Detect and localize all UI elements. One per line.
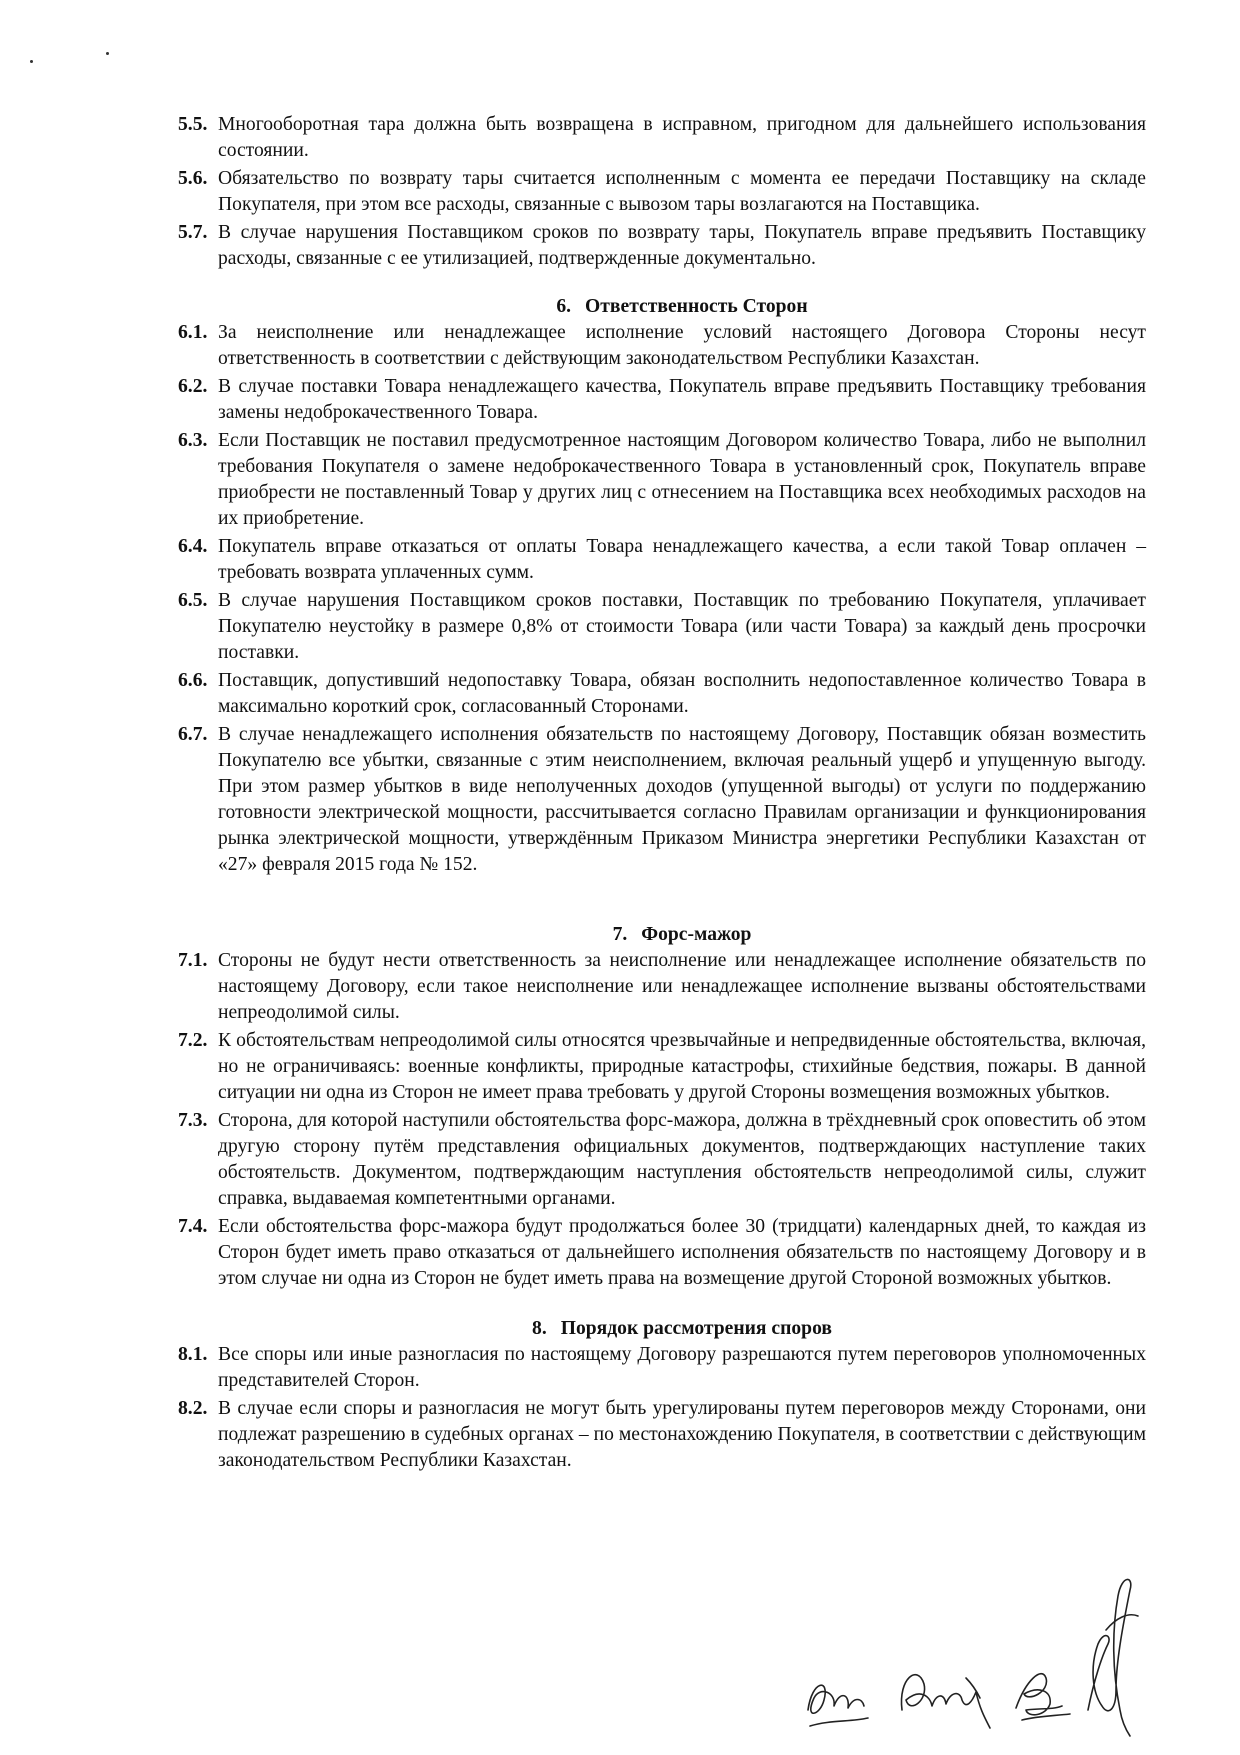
clause-number: 6.4.	[178, 536, 208, 557]
clause-number: 7.2.	[178, 1030, 208, 1051]
clause-number: 8.1.	[178, 1344, 208, 1365]
section-number: 8.	[532, 1318, 547, 1339]
signature-2	[901, 1675, 990, 1728]
section-title: Форс-мажор	[641, 924, 752, 945]
clause-text: Если обстоятельства форс-мажора будут продолжаться более 30 (тридцати) календарных дней, то каждая из Сторон будет иметь право отказаться от дальнейшего исполнения обязательств по настоящему Договору и в этом случае ни одна из Сторон не будет иметь права на возмещение другой Стороной возможных убытков.	[218, 1216, 1146, 1289]
section-5	[178, 112, 1146, 272]
clause-text: За неисполнение или ненадлежащее исполнение условий настоящего Договора Стороны несут ответственность в соответствии с действующим законодательством Республики Казахстан.	[218, 322, 1146, 369]
clause-number: 6.3.	[178, 430, 208, 451]
section-number: 7.	[612, 924, 628, 945]
clause-text: Обязательство по возврату тары считается исполненным с момента ее передачи Поставщику на складе Покупателя, при этом все расходы, связанные с вывозом тары возлагаются на Поставщика.	[218, 168, 1146, 215]
clause-text: В случае если споры и разногласия не могут быть урегулированы путем переговоров между Сторонами, они подлежат разрешению в судебных органах – по местонахождению Покупателя, в соответствии с действующим законодательством Республики Казахстан.	[218, 1398, 1146, 1471]
section-heading	[178, 294, 1146, 320]
clause-text: Стороны не будут нести ответственность за неисполнение или ненадлежащее исполнение обязательств по настоящему Договору, если такое неисполнение или ненадлежащее исполнение вызваны обстоятельствами непреодолимой силы.	[218, 950, 1146, 1023]
clause-text: Покупатель вправе отказаться от оплаты Товара ненадлежащего качества, а если такой Товар оплачен – требовать возврата уплаченных сумм.	[218, 536, 1146, 583]
signature-1	[808, 1685, 868, 1726]
clause-number: 5.7.	[178, 222, 208, 243]
clause	[178, 948, 1146, 1026]
scan-speck	[106, 52, 109, 55]
signature-4	[1088, 1579, 1138, 1736]
clause	[178, 320, 1146, 372]
clause-number: 6.5.	[178, 590, 208, 611]
clause	[178, 1028, 1146, 1106]
clause-text: Поставщик, допустивший недопоставку Товара, обязан восполнить недопоставленное количество Товара в максимально короткий срок, согласованный Сторонами.	[218, 670, 1146, 717]
clause	[178, 1396, 1146, 1474]
clause	[178, 428, 1146, 532]
clause-text: В случае ненадлежащего исполнения обязательств по настоящему Договору, Поставщик обязан возместить Покупателю все убытки, связанные с этим неисполнением, включая реальный ущерб и упущенную выгоду. При этом размер убытков в виде неполученных доходов (упущенной выгоды) от услуги по поддержанию готовности электрической мощности, рассчитывается согласно Правилам организации и функционирования рынка электрической мощности, утверждённым Приказом Министра энергетики Республики Казахстан от «27» февраля 2015 года № 152.	[218, 724, 1146, 875]
clause-number: 6.7.	[178, 724, 208, 745]
clause-text: В случае поставки Товара ненадлежащего качества, Покупатель вправе предъявить Поставщику требования замены недоброкачественного Товара.	[218, 376, 1146, 423]
clause-number: 6.1.	[178, 322, 208, 343]
clause-number: 5.6.	[178, 168, 208, 189]
clause-text: Все споры или иные разногласия по настоящему Договору разрешаются путем переговоров уполномоченных представителей Сторон.	[218, 1344, 1146, 1391]
clause-number: 5.5.	[178, 114, 208, 135]
clause	[178, 588, 1146, 666]
clause	[178, 1342, 1146, 1394]
clause	[178, 374, 1146, 426]
signature-3	[1016, 1674, 1070, 1720]
scan-speck	[30, 60, 33, 63]
clause-number: 7.1.	[178, 950, 208, 971]
section-6	[178, 294, 1146, 878]
clause-number: 6.2.	[178, 376, 208, 397]
clause	[178, 722, 1146, 878]
document-page	[178, 112, 1146, 1476]
clause-number: 8.2.	[178, 1398, 208, 1419]
clause-number: 7.3.	[178, 1110, 208, 1131]
section-heading	[178, 1316, 1146, 1342]
section-title: Порядок рассмотрения споров	[560, 1318, 832, 1339]
clause	[178, 166, 1146, 218]
clause-number: 7.4.	[178, 1216, 208, 1237]
clause-text: Если Поставщик не поставил предусмотренное настоящим Договором количество Товара, либо не выполнил требования Покупателя о замене недоброкачественного Товара в установленный срок, Покупатель вправе приобрести не поставленный Товар у других лиц с отнесением на Поставщика всех необходимых расходов на их приобретение.	[218, 430, 1146, 529]
handwritten-signatures	[790, 1560, 1180, 1750]
clause-text: Сторона, для которой наступили обстоятельства форс-мажора, должна в трёхдневный срок оповестить об этом другую сторону путём представления официальных документов, подтверждающих наступление таких обстоятельств. Документом, подтверждающим наступления обстоятельств непреодолимой силы, служит справка, выдаваемая компетентными органами.	[218, 1110, 1146, 1209]
section-heading	[178, 922, 1146, 948]
clause	[178, 220, 1146, 272]
section-title: Ответственность Сторон	[585, 296, 808, 317]
section-number: 6.	[556, 296, 572, 317]
clause-text: В случае нарушения Поставщиком сроков поставки, Поставщик по требованию Покупателя, уплачивает Покупателю неустойку в размере 0,8% от стоимости Товара (или части Товара) за каждый день просрочки поставки.	[218, 590, 1146, 663]
clause	[178, 534, 1146, 586]
clause-text: К обстоятельствам непреодолимой силы относятся чрезвычайные и непредвиденные обстоятельства, включая, но не ограничиваясь: военные конфликты, природные катастрофы, стихийные бедствия, пожары. В данной ситуации ни одна из Сторон не имеет права требовать у другой Стороны возмещения возможных убытков.	[218, 1030, 1146, 1103]
clause-text: Многооборотная тара должна быть возвращена в исправном, пригодном для дальнейшего использования состоянии.	[218, 114, 1146, 161]
section-7	[178, 922, 1146, 1292]
clause	[178, 668, 1146, 720]
clause	[178, 1108, 1146, 1212]
clause	[178, 1214, 1146, 1292]
clause	[178, 112, 1146, 164]
clause-number: 6.6.	[178, 670, 208, 691]
clause-text: В случае нарушения Поставщиком сроков по возврату тары, Покупатель вправе предъявить Поставщику расходы, связанные с ее утилизацией, подтвержденные документально.	[218, 222, 1146, 269]
section-8	[178, 1316, 1146, 1474]
